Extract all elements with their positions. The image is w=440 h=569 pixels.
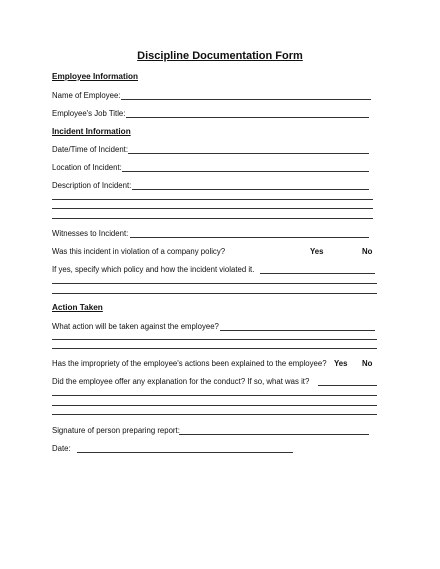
incident-datetime-field[interactable] <box>128 153 369 154</box>
section-heading-incident: Incident Information <box>52 127 131 136</box>
policy-specify-field[interactable] <box>260 273 375 274</box>
incident-datetime-label: Date/Time of Incident: <box>52 145 128 154</box>
name-of-employee-field[interactable] <box>121 99 371 100</box>
signature-label: Signature of person preparing report: <box>52 426 180 435</box>
name-of-employee-label: Name of Employee: <box>52 91 121 100</box>
incident-location-label: Location of Incident: <box>52 163 122 172</box>
policy-violation-yes[interactable]: Yes <box>310 247 324 256</box>
date-field[interactable] <box>77 452 293 453</box>
explanation-label: Did the employee offer any explanation for the conduct? If so, what was it? <box>52 377 310 386</box>
explanation-field[interactable] <box>318 385 377 386</box>
signature-field[interactable] <box>179 434 369 435</box>
explanation-line[interactable] <box>52 414 377 415</box>
witnesses-field[interactable] <box>130 237 369 238</box>
policy-specify-line[interactable] <box>52 293 377 294</box>
policy-violation-question: Was this incident in violation of a company policy? <box>52 247 226 256</box>
action-taken-line[interactable] <box>52 348 377 349</box>
incident-description-line[interactable] <box>52 208 373 209</box>
section-heading-employee: Employee Information <box>52 72 138 81</box>
policy-specify-label: If yes, specify which policy and how the incident violated it. <box>52 265 255 274</box>
explained-question: Has the impropriety of the employee's actions been explained to the employee? <box>52 359 327 368</box>
action-taken-field[interactable] <box>220 330 375 331</box>
action-taken-label: What action will be taken against the employee? <box>52 322 219 331</box>
incident-description-label: Description of Incident: <box>52 181 132 190</box>
explanation-line[interactable] <box>52 405 377 406</box>
job-title-label: Employee's Job Title: <box>52 109 126 118</box>
incident-description-line[interactable] <box>52 199 373 200</box>
policy-specify-line[interactable] <box>52 283 377 284</box>
policy-violation-no[interactable]: No <box>362 247 373 256</box>
incident-location-field[interactable] <box>122 171 369 172</box>
action-taken-line[interactable] <box>52 339 377 340</box>
section-heading-action: Action Taken <box>52 303 103 312</box>
explanation-line[interactable] <box>52 395 377 396</box>
explained-no[interactable]: No <box>362 359 373 368</box>
incident-description-field[interactable] <box>132 189 369 190</box>
explained-yes[interactable]: Yes <box>334 359 348 368</box>
form-title: Discipline Documentation Form <box>137 50 303 62</box>
job-title-field[interactable] <box>126 117 369 118</box>
witnesses-label: Witnesses to Incident: <box>52 229 129 238</box>
incident-description-line[interactable] <box>52 218 373 219</box>
date-label: Date: <box>52 444 71 453</box>
